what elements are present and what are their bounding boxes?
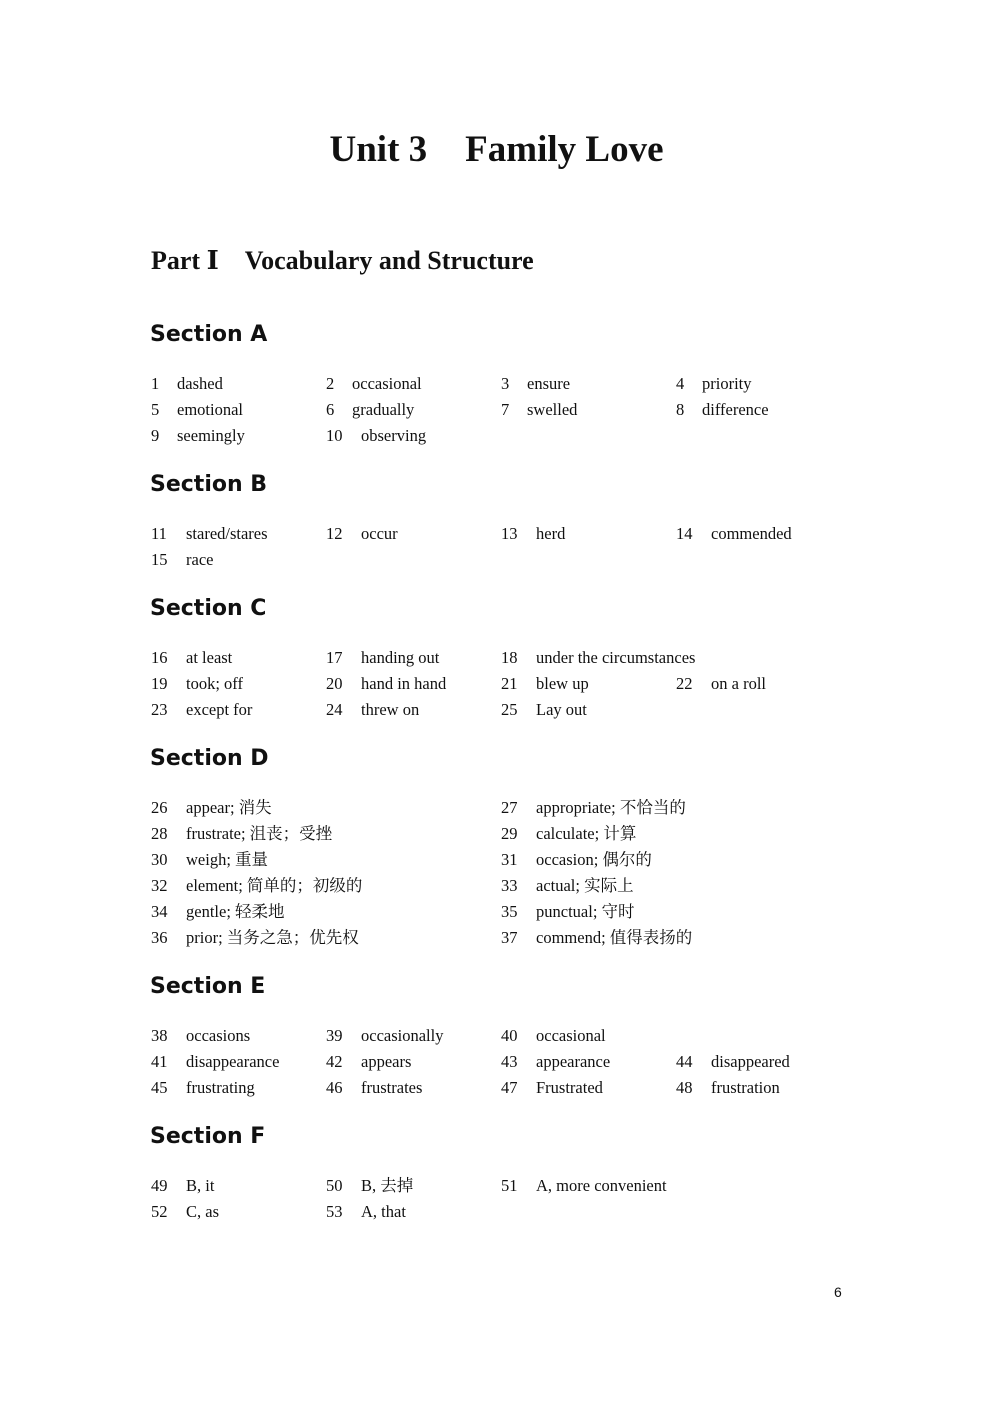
answer-number: 31 bbox=[501, 850, 518, 869]
answer-number: 4 bbox=[676, 374, 685, 393]
answer-number: 16 bbox=[151, 648, 168, 667]
answer-item bbox=[326, 524, 398, 544]
answer-item bbox=[151, 928, 359, 948]
answer-text: appropriate; 不恰当的 bbox=[536, 798, 686, 817]
answer-item bbox=[501, 524, 566, 544]
answer-text: A, that bbox=[361, 1202, 406, 1221]
answer-text: frustrating bbox=[186, 1078, 255, 1097]
answer-item bbox=[501, 674, 589, 694]
answer-text: seemingly bbox=[177, 426, 245, 445]
answer-number: 49 bbox=[151, 1176, 168, 1195]
answer-number: 41 bbox=[151, 1052, 168, 1071]
answer-text: prior; 当务之急；优先权 bbox=[186, 928, 359, 947]
answer-number: 7 bbox=[501, 400, 510, 419]
answer-text: emotional bbox=[177, 400, 243, 419]
answer-item bbox=[501, 1052, 611, 1072]
answer-number: 35 bbox=[501, 902, 518, 921]
answer-text: blew up bbox=[536, 674, 589, 693]
answer-number: 14 bbox=[676, 524, 693, 543]
answer-item bbox=[151, 674, 243, 694]
answer-item bbox=[326, 426, 427, 446]
answer-item bbox=[676, 374, 752, 394]
answer-text: priority bbox=[702, 374, 752, 393]
answer-item bbox=[326, 1026, 444, 1046]
answer-number: 23 bbox=[151, 700, 168, 719]
section-heading-d: Section D bbox=[150, 746, 269, 771]
answer-text: Frustrated bbox=[536, 1078, 603, 1097]
answer-item bbox=[151, 1078, 255, 1098]
answer-number: 24 bbox=[326, 700, 343, 719]
section-heading-e: Section E bbox=[150, 974, 266, 999]
answer-number: 53 bbox=[326, 1202, 343, 1221]
answer-number: 3 bbox=[501, 374, 510, 393]
section-heading-a: Section A bbox=[150, 322, 268, 347]
page-number: 6 bbox=[834, 1284, 842, 1300]
answer-number: 36 bbox=[151, 928, 168, 947]
answer-text: race bbox=[186, 550, 214, 569]
answer-item bbox=[326, 1078, 423, 1098]
answer-number: 6 bbox=[326, 400, 335, 419]
part-title bbox=[151, 246, 534, 276]
answer-item bbox=[151, 550, 214, 570]
answer-text: on a roll bbox=[711, 674, 766, 693]
answer-number: 2 bbox=[326, 374, 335, 393]
answer-item bbox=[326, 648, 440, 668]
answer-item bbox=[501, 648, 696, 668]
answer-text: element; 简单的；初级的 bbox=[186, 876, 363, 895]
answer-item bbox=[501, 798, 686, 818]
part-name: Vocabulary and Structure bbox=[244, 246, 534, 275]
answer-number: 29 bbox=[501, 824, 518, 843]
answer-item bbox=[151, 1052, 280, 1072]
answer-number: 43 bbox=[501, 1052, 518, 1071]
answer-text: commended bbox=[711, 524, 792, 543]
answer-number: 33 bbox=[501, 876, 518, 895]
answer-item bbox=[501, 374, 571, 394]
answer-text: frustration bbox=[711, 1078, 780, 1097]
answer-number: 22 bbox=[676, 674, 693, 693]
answer-text: gentle; 轻柔地 bbox=[186, 902, 285, 921]
answer-item bbox=[151, 648, 233, 668]
answer-text: hand in hand bbox=[361, 674, 447, 693]
answer-text: except for bbox=[186, 700, 253, 719]
answer-item bbox=[151, 1176, 215, 1196]
answer-item bbox=[151, 700, 253, 720]
answer-number: 30 bbox=[151, 850, 168, 869]
answer-number: 1 bbox=[151, 374, 160, 393]
answer-item bbox=[501, 1026, 606, 1046]
answer-text: disappearance bbox=[186, 1052, 280, 1071]
answer-number: 37 bbox=[501, 928, 518, 947]
unit-title bbox=[0, 128, 993, 171]
answer-text: occasion; 偶尔的 bbox=[536, 850, 652, 869]
answer-text: occasions bbox=[186, 1026, 251, 1045]
answer-number: 10 bbox=[326, 426, 343, 445]
answer-number: 11 bbox=[151, 524, 167, 543]
answer-item bbox=[151, 524, 268, 544]
answer-number: 17 bbox=[326, 648, 343, 667]
answer-number: 42 bbox=[326, 1052, 343, 1071]
answer-text: took; off bbox=[186, 674, 243, 693]
answer-text: weigh; 重量 bbox=[186, 850, 269, 869]
answer-text: appears bbox=[361, 1052, 412, 1071]
answer-number: 40 bbox=[501, 1026, 518, 1045]
answer-number: 9 bbox=[151, 426, 160, 445]
answer-item bbox=[501, 902, 635, 922]
answer-item bbox=[501, 850, 652, 870]
answer-item bbox=[151, 902, 285, 922]
answer-item bbox=[151, 426, 245, 446]
answer-text: occasionally bbox=[361, 1026, 444, 1045]
answer-number: 21 bbox=[501, 674, 518, 693]
answer-item bbox=[151, 1026, 251, 1046]
unit-name: Family Love bbox=[465, 129, 664, 170]
answer-item bbox=[676, 400, 769, 420]
part-label: Part Ⅰ bbox=[151, 246, 219, 275]
answer-number: 20 bbox=[326, 674, 343, 693]
answer-item bbox=[501, 928, 693, 948]
answer-text: stared/stares bbox=[186, 524, 268, 543]
answer-item bbox=[326, 700, 420, 720]
answer-text: actual; 实际上 bbox=[536, 876, 634, 895]
answer-item bbox=[326, 1202, 406, 1222]
answer-number: 32 bbox=[151, 876, 168, 895]
answer-item bbox=[676, 524, 792, 544]
answer-text: occur bbox=[361, 524, 398, 543]
answer-text: C, as bbox=[186, 1202, 219, 1221]
answer-text: B, 去掉 bbox=[361, 1176, 414, 1195]
answer-text: Lay out bbox=[536, 700, 587, 719]
answer-item bbox=[326, 1052, 412, 1072]
answer-text: at least bbox=[186, 648, 233, 667]
answer-text: A, more convenient bbox=[536, 1176, 667, 1195]
answer-number: 12 bbox=[326, 524, 343, 543]
answer-number: 47 bbox=[501, 1078, 518, 1097]
answer-text: occasional bbox=[536, 1026, 606, 1045]
answer-text: commend; 值得表扬的 bbox=[536, 928, 693, 947]
answer-number: 15 bbox=[151, 550, 168, 569]
answer-number: 5 bbox=[151, 400, 160, 419]
answer-number: 38 bbox=[151, 1026, 168, 1045]
answer-item bbox=[326, 374, 422, 394]
answer-text: frustrates bbox=[361, 1078, 423, 1097]
answer-text: observing bbox=[361, 426, 427, 445]
answer-item bbox=[501, 824, 637, 844]
answer-text: disappeared bbox=[711, 1052, 790, 1071]
answer-item bbox=[501, 1176, 667, 1196]
answer-number: 39 bbox=[326, 1026, 343, 1045]
answer-text: gradually bbox=[352, 400, 415, 419]
answer-item bbox=[326, 674, 447, 694]
answer-text: frustrate; 沮丧；受挫 bbox=[186, 824, 333, 843]
answer-number: 50 bbox=[326, 1176, 343, 1195]
section-heading-f: Section F bbox=[150, 1124, 266, 1149]
answer-item bbox=[501, 876, 634, 896]
answer-number: 52 bbox=[151, 1202, 168, 1221]
answer-item bbox=[326, 1176, 414, 1196]
answer-text: punctual; 守时 bbox=[536, 902, 635, 921]
answer-text: handing out bbox=[361, 648, 440, 667]
answer-number: 28 bbox=[151, 824, 168, 843]
answer-item bbox=[501, 700, 587, 720]
answer-text: difference bbox=[702, 400, 769, 419]
answer-item bbox=[151, 1202, 219, 1222]
answer-item bbox=[151, 400, 243, 420]
answer-item bbox=[501, 400, 578, 420]
answer-number: 26 bbox=[151, 798, 168, 817]
section-heading-c: Section C bbox=[150, 596, 267, 621]
answer-text: dashed bbox=[177, 374, 223, 393]
answer-number: 48 bbox=[676, 1078, 693, 1097]
answer-text: swelled bbox=[527, 400, 578, 419]
answer-number: 45 bbox=[151, 1078, 168, 1097]
section-heading-b: Section B bbox=[150, 472, 268, 497]
answer-text: calculate; 计算 bbox=[536, 824, 637, 843]
answer-item bbox=[151, 824, 333, 844]
answer-item bbox=[326, 400, 415, 420]
answer-item bbox=[501, 1078, 603, 1098]
unit-label: Unit 3 bbox=[329, 129, 428, 170]
answer-number: 27 bbox=[501, 798, 518, 817]
answer-number: 34 bbox=[151, 902, 168, 921]
answer-text: appearance bbox=[536, 1052, 611, 1071]
answer-item bbox=[151, 798, 272, 818]
answer-text: threw on bbox=[361, 700, 420, 719]
answer-number: 25 bbox=[501, 700, 518, 719]
answer-text: appear; 消失 bbox=[186, 798, 272, 817]
answer-item bbox=[151, 374, 223, 394]
answer-number: 8 bbox=[676, 400, 685, 419]
answer-number: 13 bbox=[501, 524, 518, 543]
answer-text: occasional bbox=[352, 374, 422, 393]
answer-text: under the circumstances bbox=[536, 648, 696, 667]
answer-item bbox=[676, 1052, 790, 1072]
answer-text: B, it bbox=[186, 1176, 215, 1195]
answer-text: herd bbox=[536, 524, 566, 543]
answer-number: 18 bbox=[501, 648, 518, 667]
answer-item bbox=[676, 674, 766, 694]
answer-text: ensure bbox=[527, 374, 571, 393]
answer-item bbox=[676, 1078, 780, 1098]
answer-item bbox=[151, 876, 363, 896]
answer-number: 46 bbox=[326, 1078, 343, 1097]
answer-number: 44 bbox=[676, 1052, 693, 1071]
answer-item bbox=[151, 850, 269, 870]
answer-number: 51 bbox=[501, 1176, 518, 1195]
answer-number: 19 bbox=[151, 674, 168, 693]
